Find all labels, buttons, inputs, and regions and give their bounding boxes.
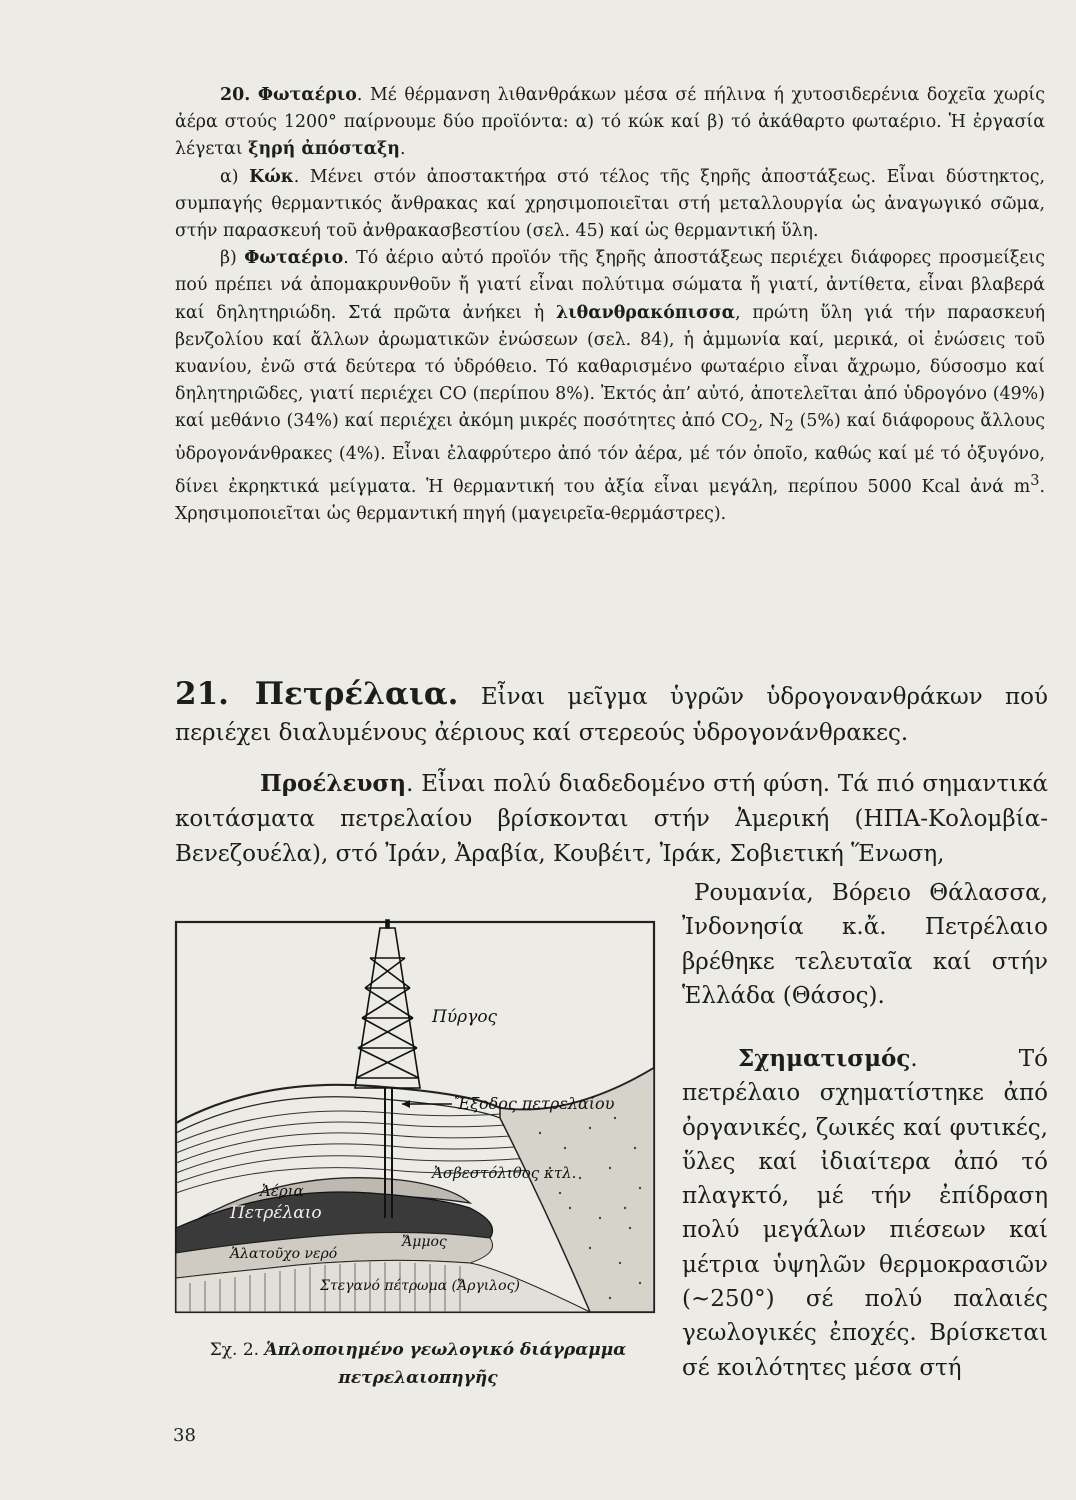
section-21-definition: 21. Πετρέλαια. Εἶναι μεῖγμα ὑγρῶν ὑδρογονανθράκων πού περιέχει διαλυμένους ἀέριους καί στερεούς ὑδρογονάνθρακες. bbox=[175, 676, 1049, 746]
coke-term: Κώκ bbox=[249, 166, 294, 187]
coal-tar-term: λιθανθρακόπισσα bbox=[556, 302, 736, 323]
derrick-tower bbox=[355, 920, 420, 1088]
oil-label: Πετρέλαιο bbox=[230, 1203, 322, 1223]
formation-term: Σχηματισμός bbox=[738, 1045, 911, 1072]
outlet-label: Ἔξοδος πετρελαίου bbox=[454, 1094, 615, 1113]
section-20-title: Φωταέριο bbox=[257, 85, 357, 105]
gas-paragraph: β) Φωταέριο. Τό ἀέριο αὐτό προϊόν τῆς ξηρῆς ἀποστάξεως περιέχει διάφορες προσμείξεις πού πρέπει νά ἀπομακρυνθοῦν ἤ γιατί εἶναι πολύτιμα σώματα ἤ γιατί, ἀντίθετα, εἶναι βλαβερά καί δηλητηριώδη. Στά πρῶτα ἀνήκει ἡ λιθανθρακόπισσα, πρώτη ὕλη γιά τήν παρασκευή βενζολίου καί ἄλλων ἀρωματικῶν ἐνώσεων (σελ. 84), ἡ ἀμμωνία καί, μερικά, οἱ ἐνώσεις τοῦ κυανίου, ἐνῶ στά δεύτερα τό ὑδρόθειο. Τό καθαρισμένο φωταέριο εἶναι ἄχρωμο, δύσοσμο καί δηλητηριῶδες, γιατί περιέχει CO (περίπου 8%). Ἐκτός ἀπ’ αὐτό, ἀποτελεῖται ἀπό ὑδρογόνο (49%) καί μεθάνιο (34%) καί περιέχει ἀκόμη μικρές ποσότητες ἀπό $CO_2$, $N_2$ (5%) καί διάφορους ἄλλους ὑδρογονάνθρακες (4%). Εἶναι ἐλαφρύτερο ἀπό τόν ἀέρα, μέ τόν ὁποῖο, καθώς καί μέ τό ὀξυγόνο, δίνει ἐκρηκτικά μείγματα. Ἡ θερμαντική του ἀξία εἶναι μεγάλη, περίπου 5000 Kcal ἀνά $m^3$. Χρησιμοποιεῖται ὡς θερμαντική πηγή (μαγειρεῖα-θερμάστρες). bbox=[175, 248, 1045, 525]
cap-rock-label: Στεγανό πέτρωμα (Ἄργιλος) bbox=[320, 1278, 520, 1294]
sand-label: Ἄμμος bbox=[402, 1234, 447, 1250]
origin-continuation: Ρουμανία, Βόρειο Θάλασσα, Ἰνδονησία κ.ἄ. Πετρέλαιο βρέθηκε τελευταῖα καί στήν Ἑλλάδα (Θάσος). bbox=[682, 880, 1048, 1009]
coke-paragraph: α) Κώκ. Μένει στόν ἀποστακτήρα στό τέλος τῆς ξηρῆς ἀποστάξεως. Εἶναι δύστηκτος, συμπαγής θερμαντικός ἄνθρακας καί χρησιμοποιεῖται στή μεταλλουργία ὡς ἀναγωγικό σῶμα, στήν παρασκευή τοῦ ἀνθρακασβεστίου (σελ. 45) καί ὡς θερμαντική ὕλη. bbox=[175, 166, 1045, 242]
limestone-label: Ἀσβεστόλιθος κτλ. bbox=[432, 1164, 577, 1182]
section-20 bbox=[175, 82, 1045, 529]
origin-paragraph: Προέλευση. Εἶναι πολύ διαδεδομένο στή φύση. Τά πιό σημαντικά κοιτάσματα πετρελαίου βρίσκονται στήν Ἀμερική (ΗΠΑ-Κολομβία-Βενεζουέλα), στό Ἰράν, Ἀραβία, Κουβέιτ, Ἰράκ, Σοβιετική Ἕνωση, bbox=[175, 770, 1048, 867]
caption-label: Σχ. 2. bbox=[209, 1340, 260, 1360]
tower-label: Πύργος bbox=[432, 1007, 498, 1027]
page-number: 38 bbox=[173, 1425, 196, 1446]
section-21-heading: 21. Πετρέλαια. bbox=[175, 676, 459, 712]
section-20-intro: 20. Φωταέριο. Μέ θέρμανση λιθανθράκων μέσα σέ πήλινα ή χυτοσιδερένια δοχεῖα χωρίς ἀέρα στούς 1200° παίρνουμε δύο προϊόντα: α) τό κώκ καί β) τό ἀκάθαρτο φωταέριο. Ἡ ἐργασία λέγεται ξηρή ἀπόσταξη. bbox=[175, 85, 1045, 160]
section-20-number: 20. bbox=[220, 85, 251, 105]
salt-water-label: Ἁλατοῦχο νερό bbox=[230, 1246, 338, 1262]
figure-caption bbox=[178, 1336, 658, 1392]
gas-label: Ἀέρια bbox=[260, 1182, 304, 1200]
origin-term: Προέλευση bbox=[260, 770, 407, 797]
formation-paragraph: Σχηματισμός. Τό πετρέλαιο σχηματίστηκε ἀπό ὀργανικές, ζωικές καί φυτικές, ὕλες καί ἰδιαίτερα ἀπό τό πλαγκτό, μέ τήν ἐπίδραση πολύ μεγάλων πιέσεων καί μέτρια ὑψηλῶν θερμοκρασιῶν (~250°) σέ πολύ παλαιές γεωλογικές ἐποχές. Βρίσκεται σέ κοιλότητες μέσα στή bbox=[682, 1045, 1048, 1381]
caption-title: Ἁπλοποιημένο γεωλογικό διάγραμμα πετρελαιοπηγῆς bbox=[264, 1340, 627, 1388]
dry-distillation-term: ξηρή ἀπόσταξη bbox=[248, 139, 400, 160]
coal-gas-term: Φωταέριο bbox=[244, 248, 344, 269]
geological-diagram bbox=[170, 918, 660, 1318]
